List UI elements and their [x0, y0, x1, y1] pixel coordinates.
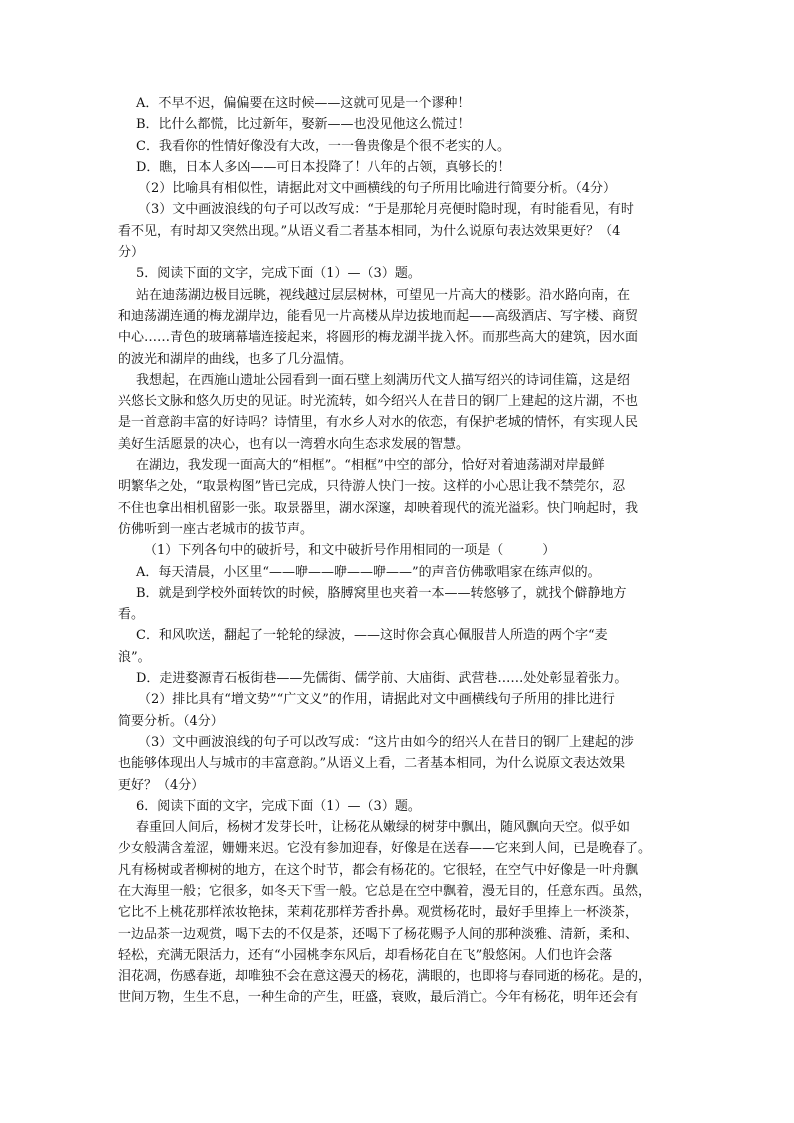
passage-line: 站在迪荡湖边极目远眺，视线越过层层树林，可望见一片高大的楼影。沿水路向南，在: [136, 287, 631, 303]
document-page: [118, 93, 678, 1009]
q5-sub-question-3: [118, 732, 678, 796]
passage-line: 美好生活愿景的决心，也有以一湾碧水向生态求发展的智慧。: [118, 436, 470, 452]
q5-intro: 5．阅读下面的文字，完成下面（1）—（3）题。: [136, 266, 421, 282]
q5-option-b: B．就是到学校外面转饮的时候，胳膊窝里也夹着一本——转悠够了，就找个僻静地方: [136, 585, 627, 601]
q4-sub-question-2: （2）比喻具有相似性，请据此对文中画横线的句子所用比喻进行简要分析。（4分）: [138, 181, 617, 197]
q4-option-b: B．比什么都慌，比过新年，娶新——也没见他这么慌过！: [136, 117, 471, 133]
q5-sub-question-1: （1）下列各句中的破折号，和文中破折号作用相同的一项是（ ）: [144, 543, 556, 559]
q5-sub3-line: 更好？（4分）: [118, 777, 205, 793]
q5-sub2-line: （2）排比具有“增文势”“广文义”的作用，请据此对文中画横线句子所用的排比进行: [138, 692, 615, 708]
q5-sub2-line: 简要分析。（4分）: [118, 713, 224, 729]
passage-line: 不住也拿出相机留影一张。取景器里，湖水深邃，却映着现代的流光溢彩。快门响起时，我: [118, 500, 639, 516]
passage-line: 它比不上桃花那样浓妆艳抹，茉莉花那样芳香扑鼻。观赏杨花时，最好手里捧上一杯淡茶，: [118, 905, 639, 921]
passage-line: 泪花凋，伤感春逝，却唯独不会在意这漫天的杨花，满眼的，也即将与春同逝的杨花。是的，: [118, 969, 652, 985]
passage-line: 在大海里一般；它很多，如冬天下雪一般。它总是在空中飘着，漫无目的，任意东西。虽然，: [118, 883, 652, 899]
passage-line: 凡有杨树或者柳树的地方，在这个时节，都会有杨花的。它很轻，在空气中好像是一叶舟飘: [118, 862, 639, 878]
q4-sub3-line: 分）: [118, 245, 145, 261]
passage-line: 少女般满含羞涩，姗姗来迟。它没有参加迎春，好像是在送春——它来到人间，已是晚春了。: [118, 841, 652, 857]
passage-line: 我想起，在西施山遗址公园看到一面石壁上刻满历代文人描写绍兴的诗词佳篇，这是绍: [136, 372, 631, 388]
passage-line: 轻松，充满无限活力，还有“小园桃李东风后，却看杨花自在飞”般悠闲。人们也许会落: [118, 947, 613, 963]
passage-line: 是一首意韵丰富的好诗吗？诗情里，有水乡人对水的依恋，有保护老城的情怀，有实现人民: [118, 415, 639, 431]
q5-options: [118, 562, 678, 690]
passage-line: 春重回人间后，杨树才发芽长叶，让杨花从嫩绿的树芽中飘出，随风飘向天空。似乎如: [136, 820, 631, 836]
q4-sub3-line: （3）文中画波浪线的句子可以改写成：“于是那轮月亮便时隐时现，有时能看见，有时: [138, 202, 634, 218]
q5-passage: [118, 285, 678, 541]
passage-line: 兴悠长文脉和悠久历史的见证。时光流转，如今绍兴人在昔日的钢厂上建起的这片湖，不也: [118, 394, 639, 410]
q5-option-c-cont: 浪”。: [118, 649, 151, 665]
q4-option-d: D．瞧，日本人多凶——可日本投降了！八年的占领，真够长的！: [136, 159, 511, 175]
passage-line: 世间万物，生生不息，一种生命的产生，旺盛，衰败，最后消亡。今年有杨花，明年还会有: [118, 990, 639, 1006]
q5-option-d: D．走进婺源青石板街巷——先儒街、儒学前、大庙街、武营巷……处处彰显着张力。: [136, 671, 628, 687]
passage-line: 明繁华之处，“取景构图”皆已完成，只待游人快门一按。这样的小心思让我不禁莞尔，忍: [118, 479, 626, 495]
q4-sub-question-3: [118, 199, 678, 263]
q4-option-a: A．不早不迟，偏偏要在这时候——这就可见是一个谬种！: [136, 96, 471, 111]
passage-line: 和迪荡湖连通的梅龙湖岸边，能看见一片高楼从岸边拔地而起——高级酒店、写字楼、商贸: [118, 308, 639, 324]
passage-line: 中心……青色的玻璃幕墙连接起来，将圆形的梅龙湖半拢入怀。而那些高大的建筑，因水面: [118, 330, 639, 346]
passage-line: 仿佛听到一座古老城市的拔节声。: [118, 521, 314, 537]
q6-intro: 6．阅读下面的文字，完成下面（1）—（3）题。: [136, 798, 421, 814]
passage-line: 在湖边，我发现一面高大的“相框”。“相框”中空的部分，恰好对着迪荡湖对岸最鲜: [136, 458, 605, 474]
passage-line: 一边品茶一边观赏，喝下去的不仅是茶，还喝下了杨花赐予人间的那种淡雅、清新，柔和、: [118, 926, 639, 942]
q5-option-a: A．每天清晨，小区里“——咿——咿——咿——”的声音仿佛歌唱家在练声似的。: [136, 564, 601, 580]
q4-option-c: C．我看你的性情好像没有大改，一一鲁贵像是个很不老实的人。: [136, 138, 510, 154]
q5-sub3-line: （3）文中画波浪线的句子可以改写成：“这片由如今的绍兴人在昔日的钢厂上建起的涉: [138, 734, 634, 750]
q4-options: [118, 93, 678, 178]
q4-sub3-line: 看不见，有时却又突然出现。”从语义看二者基本相同，为什么说原句表达效果更好？（4: [118, 223, 621, 239]
passage-line: 的波光和湖岸的曲线，也多了几分温情。: [118, 351, 353, 367]
q6-passage: [118, 817, 678, 1009]
q5-option-c: C．和风吹送，翻起了一轮轮的绿波，——这时你会真心佩服昔人所造的两个字“麦: [136, 628, 608, 644]
q5-option-b-cont: 看。: [118, 607, 145, 623]
q5-sub-question-2: [118, 689, 678, 732]
q5-sub3-line: 也能够体现出人与城市的丰富意韵。”从语义上看，二者基本相同，为什么说原文表达效果: [118, 756, 626, 772]
